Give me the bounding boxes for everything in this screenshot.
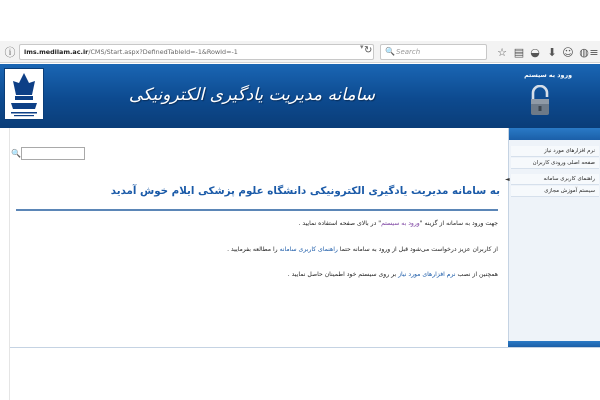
bookmark-star-icon[interactable]: ☆ [497,45,507,59]
header-banner [0,64,600,128]
sidebar-item-required-software[interactable]: نرم افزارهای مورد نیاز [511,146,599,157]
paragraph-login: جهت ورود به سامانه از گزینه "ورود به سیستم" در بالای صفحه استفاده نمایید . [298,220,498,227]
login-inline-link[interactable]: ورود به سیستم [381,220,420,227]
university-logo [4,68,44,120]
login-link[interactable]: ورود به سیستم [524,72,572,79]
user-guide-link[interactable]: راهنمای کاربری سامانه [279,246,338,253]
submenu-arrow-icon: ◄ [505,176,510,183]
url-dropdown-icon[interactable]: ▾ [360,43,364,51]
paragraph-software: همچنین از نصب نرم افزارهای مورد نیاز بر روی سیستم خود اطمینان حاصل نمایید . [287,271,498,278]
browser-toolbar [0,41,600,63]
welcome-heading: به سامانه مدیریت یادگیری الکترونیکی دانشگاه علوم پزشکی ایلام خوش آمدید [110,185,500,197]
search-icon[interactable]: 🔍 [11,149,21,158]
site-title: سامانه مدیریت یادگیری الکترونیکی [128,85,375,105]
library-icon[interactable]: ▤ [513,45,525,59]
sidebar-menu [505,128,600,347]
sidebar-item-virtual-education[interactable]: سیستم آموزش مجازی [511,186,599,197]
left-margin-strip [0,128,10,400]
paragraph-guide: از کاربران عزیز درخواست می‌شود قبل از ورود به سامانه حتما راهنمای کاربری سامانه را مطالعه بفرمایید . [227,246,498,253]
info-icon[interactable]: ⓘ [4,45,16,59]
sidebar-item-user-guide[interactable]: ◄ راهنمای کاربری سامانه [511,174,599,185]
sync-icon[interactable]: ☺ [562,45,574,59]
search-icon: 🔍 [385,47,395,56]
required-software-link[interactable]: نرم افزارهای مورد نیاز [398,271,456,278]
menu-icon[interactable]: ≡ [589,45,599,59]
lock-icon[interactable] [529,85,551,121]
downloads-icon[interactable]: ⬇ [547,45,557,59]
pocket-icon[interactable]: ◒ [530,45,540,59]
footer-divider [10,347,600,348]
search-input[interactable]: 🔍 Search [380,44,487,60]
heading-divider [16,209,498,211]
extension-icon[interactable]: ◍ [579,45,589,59]
sidebar-item-user-home[interactable]: صفحه اصلی ورودی کاربران [511,158,599,169]
site-search-input[interactable] [21,147,85,160]
address-bar[interactable]: lms.medilam.ac.ir/CMS/Start.aspx?DefinedTableId=-1&RowId=-1 [19,44,374,60]
reload-icon[interactable]: ↻ [364,45,373,56]
sidebar-header-bar [509,128,600,140]
